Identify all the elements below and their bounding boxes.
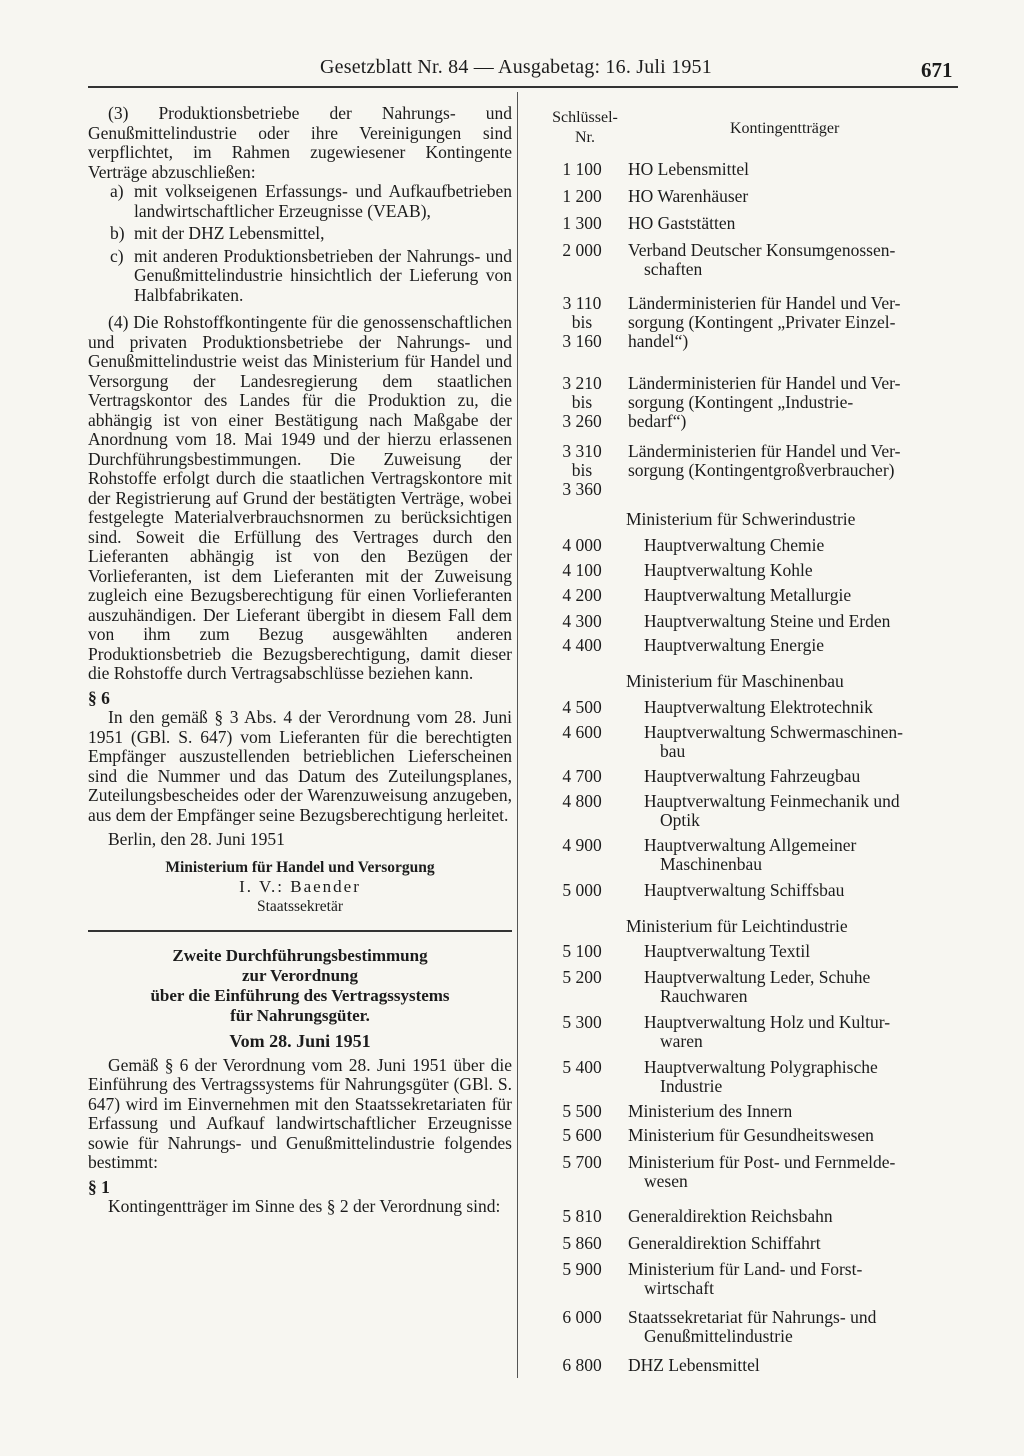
carrier-name-continuation: Rauchwaren <box>660 986 748 1006</box>
table-group-heading: Ministerium für Schwerindustrie <box>626 509 856 529</box>
list-item <box>110 247 512 306</box>
list-marker: a) <box>110 181 124 201</box>
row-carrier <box>644 1013 954 1051</box>
list-text: mit volkseigenen Erfassungs- und Aufkaufbetrieben landwirtschaftlicher Erzeugnisse (VEAB), <box>134 181 512 221</box>
row-key: 5 860 <box>562 1233 602 1253</box>
row-carrier <box>628 294 954 351</box>
row-key: 6 000 <box>562 1307 602 1327</box>
preamble: Gemäß § 6 der Verordnung vom 28. Juni 1951 über die Einführung des Vertragssystems für Nahrungsgüter (GBl. S. 647) wird im Einvernehmen mit den Staatssekretariaten für Erfassung und Aufkauf landwirtschaftlicher Erzeugnisse sowie für Nahrungs- und Genußmittelindustrie folgendes bestimmt: <box>88 1054 512 1172</box>
row-key: 1 100 <box>562 159 602 179</box>
row-key: 5 400 <box>562 1057 602 1077</box>
row-key: 5 300 <box>562 1012 602 1032</box>
row-carrier <box>628 187 954 206</box>
carrier-name: Ministerium für Land- und Forst- <box>628 1259 863 1279</box>
row-carrier <box>628 1207 954 1226</box>
row-key: 1 200 <box>562 186 602 206</box>
row-key: 5 200 <box>562 967 602 987</box>
carrier-name: Hauptverwaltung Steine und Erden <box>644 611 891 631</box>
carrier-name: Generaldirektion Schiffahrt <box>628 1233 821 1253</box>
carrier-name: Hauptverwaltung Schwermaschinen- <box>644 722 904 742</box>
doc-title-line: über die Einführung des Vertragssystems <box>150 986 450 1005</box>
row-key: 4 600 <box>562 722 602 742</box>
paragraph-4: (4) Die Rohstoffkontingente für die genossenschaftlichen und privaten Produktionsbetriebe der Nahrungs- und Genußmittelindustrie weist das Ministerium für Handel und Versorgung der Landesregierung dem staatlichen Vertragskontor des Landes für die Produktion zu, die abhängig ist von einer Bestätigung nach Maßgabe der Anordnung vom 18. Mai 1949 und der hierzu erlassenen Durchführungsbestimmungen. Die Zuweisung der Rohstoffe erfolgt durch die staatlichen Vertragskontore mit der Registrierung auf Grund der bestätigten Verträge, wobei festgelegte Materialverbrauchsnormen zu berücksichtigen sind. Soweit die Erfüllung des Vertrages durch den Lieferanten abhängig ist von den Bezügen der Vorlieferanten, ist dem Lieferanten mit der Zuweisung zugleich eine Bezugsberechtigung für einen Vorlieferanten auszuhändigen. Der Lieferant übergibt in diesem Fall dem von ihm zum Bezug ausgewählten anderen Produktionsbetrieb die Bezugsberechtigung, damit dieser die Rohstoffe durch Vertragsabschlüsse beziehen kann. <box>88 312 512 683</box>
carrier-name: Hauptverwaltung Fahrzeugbau <box>644 766 861 786</box>
carrier-name: Hauptverwaltung Leder, Schuhe <box>644 967 871 987</box>
carrier-name-continuation: bau <box>660 741 686 761</box>
row-key: 4 500 <box>562 697 602 717</box>
carrier-name: Ministerium für Post- und Fernmelde- <box>628 1152 896 1172</box>
row-carrier <box>644 767 954 786</box>
carrier-name: Hauptverwaltung Textil <box>644 941 811 961</box>
section-6-heading: § 6 <box>88 687 110 708</box>
row-key: 2 000 <box>562 240 602 260</box>
carrier-name: Hauptverwaltung Schiffsbau <box>644 880 845 900</box>
carrier-name: Generaldirektion Reichsbahn <box>628 1206 833 1226</box>
carrier-name: HO Gaststätten <box>628 213 736 233</box>
row-key: 4 000 <box>562 535 602 555</box>
row-carrier <box>628 374 954 431</box>
running-title: Gesetzblatt Nr. 84 — Ausgabetag: 16. Juli 1951 <box>320 56 712 78</box>
carrier-name: Hauptverwaltung Holz und Kultur- <box>644 1012 891 1032</box>
signature-name: I. V.: Baender <box>239 877 361 896</box>
row-carrier <box>644 1058 954 1096</box>
row-key: 4 900 <box>562 835 602 855</box>
doc-title-line: Zweite Durchführungsbestimmung <box>172 946 428 965</box>
section-1-heading: § 1 <box>88 1176 110 1197</box>
row-carrier <box>644 636 954 655</box>
list-item <box>110 224 512 244</box>
carrier-name: Hauptverwaltung Metallurgie <box>644 585 852 605</box>
row-carrier <box>644 723 954 761</box>
carrier-name: Hauptverwaltung Kohle <box>644 560 813 580</box>
row-carrier <box>644 836 954 874</box>
signature-org: Ministerium für Handel und Versorgung <box>165 858 435 876</box>
paragraph-3-intro: (3) Produktionsbetriebe der Nahrungs- und Genußmittelindustrie oder ihre Vereinigungen sind verpflichtet, im Rahmen zugewiesener Kontingente Verträge abzuschließen: <box>88 103 512 182</box>
row-carrier <box>644 586 954 605</box>
row-key: 5 000 <box>562 880 602 900</box>
doc-date: Vom 28. Juni 1951 <box>229 1031 371 1051</box>
column-rule <box>517 92 518 1378</box>
carrier-name: Ministerium des Innern <box>628 1101 793 1121</box>
carrier-name-continuation: Maschinenbau <box>660 854 763 874</box>
row-carrier <box>628 1356 954 1375</box>
row-carrier <box>628 1234 954 1253</box>
carrier-name: Länderministerien für Handel und Ver- sorgung (Kontingent „Industrie- bedarf“) <box>628 373 901 431</box>
carrier-name-continuation: wesen <box>644 1171 688 1191</box>
row-carrier <box>644 536 954 555</box>
list-text: mit der DHZ Lebensmittel, <box>134 223 325 243</box>
row-key: 5 500 <box>562 1101 602 1121</box>
carrier-name-continuation: Optik <box>660 810 700 830</box>
carrier-name: Hauptverwaltung Chemie <box>644 535 825 555</box>
row-carrier <box>644 792 954 830</box>
row-key: 4 700 <box>562 766 602 786</box>
carrier-name: Staatssekretariat für Nahrungs- und <box>628 1307 877 1327</box>
row-key: 4 100 <box>562 560 602 580</box>
list-marker: b) <box>110 223 125 243</box>
carrier-name-continuation: schaften <box>644 259 703 279</box>
left-column <box>88 104 512 1217</box>
carrier-name: Verband Deutscher Konsumgenossen- <box>628 240 896 260</box>
carrier-name-continuation: waren <box>660 1031 703 1051</box>
row-carrier <box>628 214 954 233</box>
row-key: 3 310 bis 3 360 <box>562 441 602 499</box>
page-number: 671 <box>921 58 953 82</box>
section-6-text: In den gemäß § 3 Abs. 4 der Verordnung vom 28. Juni 1951 (GBl. S. 647) vom Lieferanten für die berechtigten Empfänger auszustellenden betrieblichen Lieferscheinen sind die Nummer und das Datum des Zuteilungsplanes, Zuteilungsbescheides oder der Warenzuweisung anzugeben, aus dem der Empfänger seine Bezugsberechtigung herleitet. <box>88 707 512 825</box>
row-carrier <box>628 1260 954 1298</box>
row-key: 4 200 <box>562 585 602 605</box>
carrier-name: Hauptverwaltung Elektrotechnik <box>644 697 873 717</box>
row-carrier <box>644 968 954 1006</box>
carrier-name: Hauptverwaltung Feinmechanik und <box>644 791 900 811</box>
carrier-name-continuation: Industrie <box>660 1076 723 1096</box>
place-date: Berlin, den 28. Juni 1951 <box>108 829 285 849</box>
carrier-name: Hauptverwaltung Allgemeiner <box>644 835 857 855</box>
header-rule <box>88 86 958 88</box>
row-key: 5 100 <box>562 941 602 961</box>
carrier-name-continuation: Genußmittelindustrie <box>644 1326 793 1346</box>
list-marker: c) <box>110 245 124 266</box>
row-key: 6 800 <box>562 1355 602 1375</box>
row-key: 3 210 bis 3 260 <box>562 373 602 431</box>
row-key: 5 700 <box>562 1152 602 1172</box>
row-carrier <box>628 1308 954 1346</box>
row-carrier <box>628 1126 954 1145</box>
row-key: 4 300 <box>562 611 602 631</box>
list-item <box>110 182 512 221</box>
row-carrier <box>644 881 954 900</box>
section-1-text: Kontingentträger im Sinne des § 2 der Verordnung sind: <box>108 1196 501 1216</box>
section-divider <box>88 930 512 932</box>
row-carrier <box>628 1153 954 1191</box>
row-carrier <box>628 442 954 480</box>
row-carrier <box>628 241 954 279</box>
carrier-name: Länderministerien für Handel und Ver- sorgung (Kontingent „Privater Einzel- handel“) <box>628 293 901 351</box>
list-text: mit anderen Produktionsbetrieben der Nahrungs- und Genußmittelindustrie hinsichtlich der Lieferung von Halbfabrikaten. <box>134 245 512 305</box>
row-key: 5 810 <box>562 1206 602 1226</box>
doc-title-line: zur Verordnung <box>241 966 359 985</box>
row-carrier <box>628 160 954 179</box>
carrier-name-continuation: wirtschaft <box>644 1278 714 1298</box>
carrier-name: HO Lebensmittel <box>628 159 750 179</box>
row-key: 3 110 bis 3 160 <box>562 293 602 351</box>
row-key: 1 300 <box>562 213 602 233</box>
table-header-key: Schlüssel- Nr. <box>552 109 618 146</box>
table-header-carrier: Kontingentträger <box>730 120 840 137</box>
carrier-name: Hauptverwaltung Energie <box>644 635 824 655</box>
row-carrier <box>628 1102 954 1121</box>
row-key: 5 600 <box>562 1125 602 1145</box>
doc-title-line: für Nahrungsgüter. <box>230 1006 370 1025</box>
row-key: 4 800 <box>562 791 602 811</box>
carrier-name: HO Warenhäuser <box>628 186 749 206</box>
carrier-name: Ministerium für Gesundheitswesen <box>628 1125 874 1145</box>
row-carrier <box>644 698 954 717</box>
row-carrier <box>644 561 954 580</box>
table-group-heading: Ministerium für Maschinenbau <box>626 671 844 691</box>
table-group-heading: Ministerium für Leichtindustrie <box>626 916 848 936</box>
signature-title: Staatssekretär <box>256 897 344 915</box>
row-key: 4 400 <box>562 635 602 655</box>
row-carrier <box>644 612 954 631</box>
row-key: 5 900 <box>562 1259 602 1279</box>
row-carrier <box>644 942 954 961</box>
carrier-name: Hauptverwaltung Polygraphische <box>644 1057 878 1077</box>
carrier-name: Länderministerien für Handel und Ver- sorgung (Kontingentgroßverbraucher) <box>628 441 901 480</box>
carrier-name: DHZ Lebensmittel <box>628 1355 760 1375</box>
